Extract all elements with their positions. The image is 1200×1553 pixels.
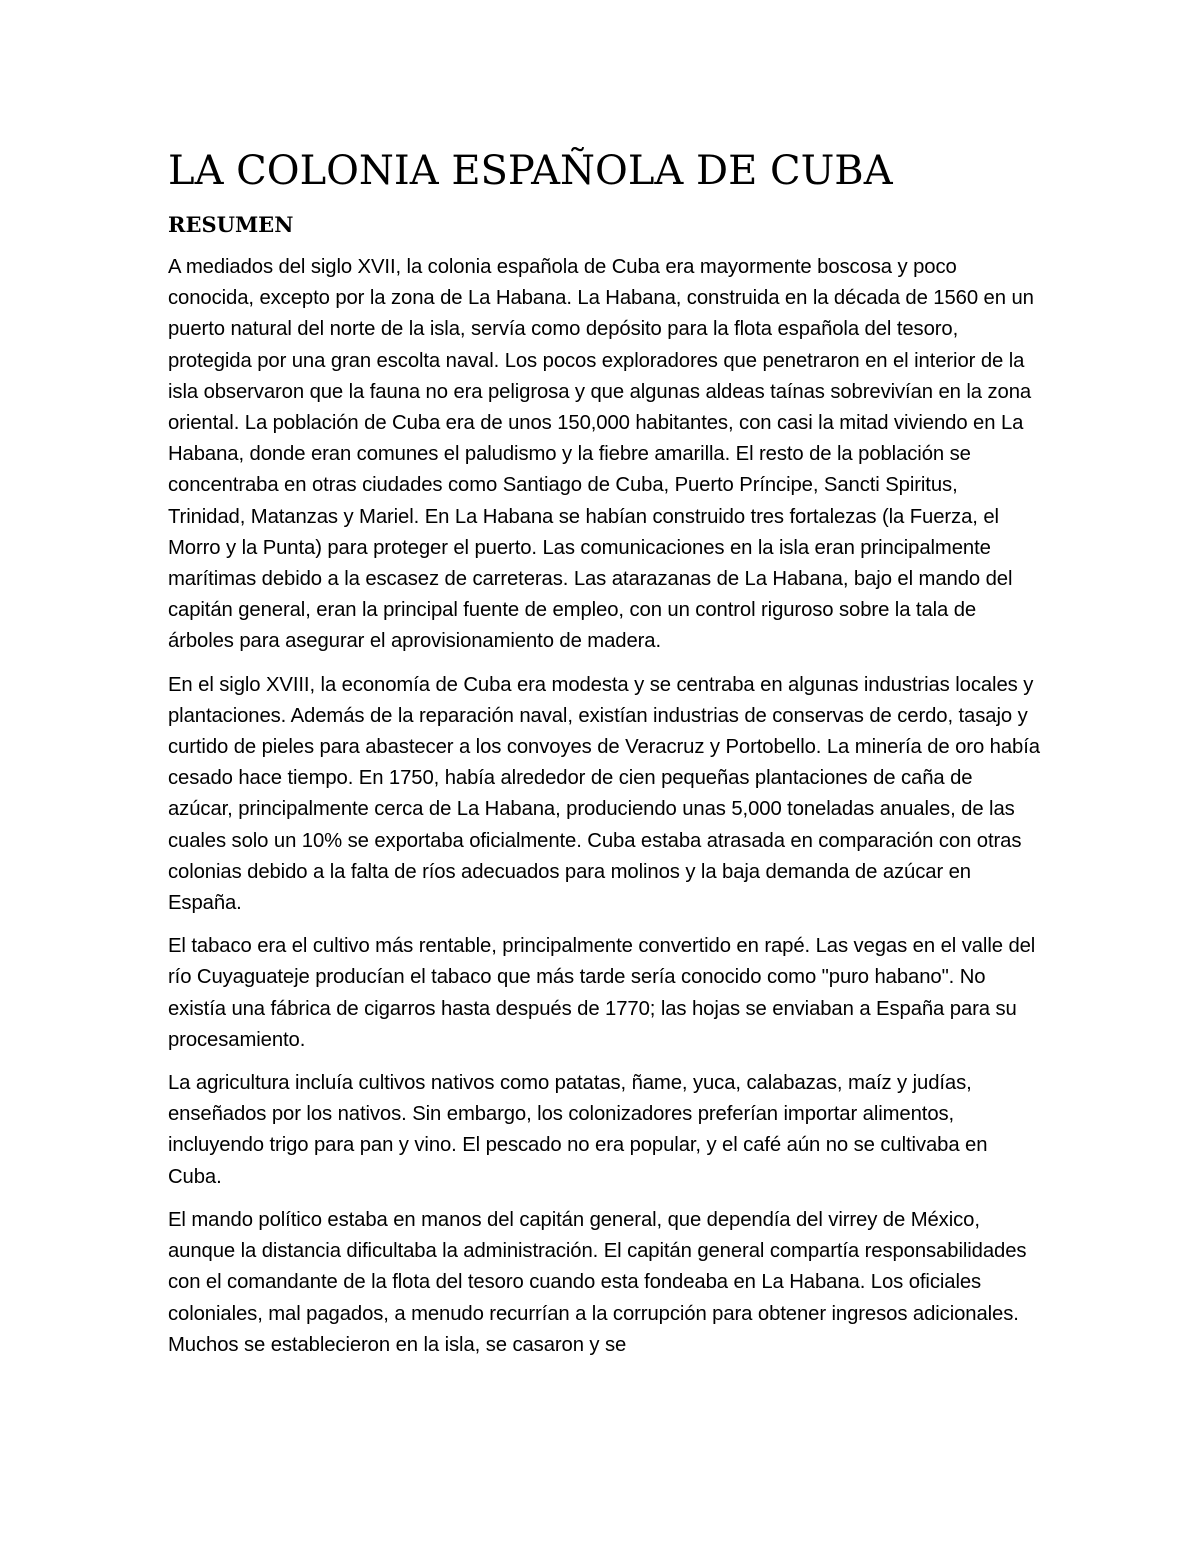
paragraph-4: La agricultura incluía cultivos nativos como patatas, ñame, yuca, calabazas, maíz y judías, enseñados por los nativos. Sin embargo, los colonizadores preferían importar alimentos, incluyendo trigo para pan y vino. El pescado no era popular, y el café aún no se cultivaba en Cuba. bbox=[168, 1072, 988, 1188]
section-heading: RESUMEN bbox=[168, 212, 294, 237]
document-body bbox=[168, 140, 1040, 1373]
paragraph-5: El mando político estaba en manos del capitán general, que dependía del virrey de México, aunque la distancia dificultaba la administración. El capitán general compartía responsabilidades con el comandante de la flota del tesoro cuando esta fondeaba en La Habana. Los oficiales coloniales, mal pagados, a menudo recurrían a la corrupción para obtener ingresos adicionales. Muchos se establecieron en la isla, se casaron y se bbox=[168, 1208, 1027, 1356]
paragraph-3: El tabaco era el cultivo más rentable, principalmente convertido en rapé. Las vegas en el valle del río Cuyaguateje producían el tabaco que más tarde sería conocido como "puro habano". No existía una fábrica de cigarros hasta después de 1770; las hojas se enviaban a España para su procesamiento. bbox=[168, 935, 1036, 1051]
paragraph-1: A mediados del siglo XVII, la colonia española de Cuba era mayormente boscosa y poco conocida, excepto por la zona de La Habana. La Habana, construida en la década de 1560 en un puerto natural del norte de la isla, servía como depósito para la flota española del tesoro, protegida por una gran escolta naval. Los pocos exploradores que penetraron en el interior de la isla observaron que la fauna no era peligrosa y que algunas aldeas taínas sobrevivían en la zona oriental. La población de Cuba era de unos 150,000 habitantes, con casi la mitad viviendo en La Habana, donde eran comunes el paludismo y la fiebre amarilla. El resto de la población se concentraba en otras ciudades como Santiago de Cuba, Puerto Príncipe, Sancti Spiritus, Trinidad, Matanzas y Mariel. En La Habana se habían construido tres fortalezas (la Fuerza, el Morro y la Punta) para proteger el puerto. Las comunicaciones en la isla eran principalmente marítimas debido a la escasez de carreteras. Las atarazanas de La Habana, bajo el mando del capitán general, eran la principal fuente de empleo, con un control riguroso sobre la tala de árboles para asegurar el aprovisionamiento de madera. bbox=[168, 256, 1034, 653]
paragraph-2: En el siglo XVIII, la economía de Cuba era modesta y se centraba en algunas industrias locales y plantaciones. Además de la reparación naval, existían industrias de conservas de cerdo, tasajo y curtido de pieles para abastecer a los convoyes de Veracruz y Portobello. La minería de oro había cesado hace tiempo. En 1750, había alrededor de cien pequeñas plantaciones de caña de azúcar, principalmente cerca de La Habana, produciendo unas 5,000 toneladas anuales, de las cuales solo un 10% se exportaba oficialmente. Cuba estaba atrasada en comparación con otras colonias debido a la falta de ríos adecuados para molinos y la baja demanda de azúcar en España. bbox=[168, 673, 1040, 915]
document-title: LA COLONIA ESPAÑOLA DE CUBA bbox=[168, 148, 893, 194]
